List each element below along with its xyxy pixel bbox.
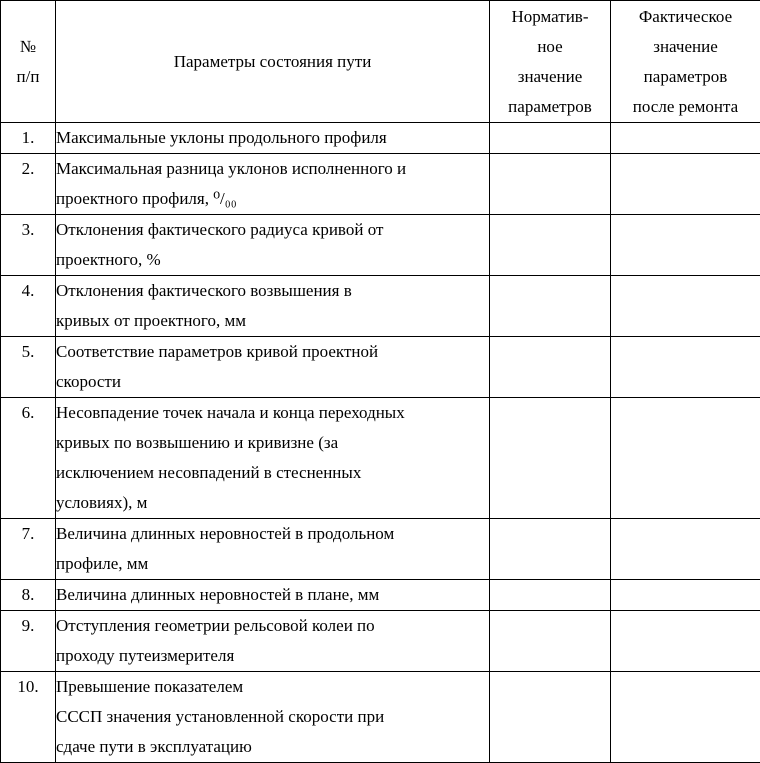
actual-value-cell[interactable]: [611, 215, 760, 276]
row-parameter: Величина длинных неровностей в продольном профиле, мм: [56, 519, 490, 580]
table-row: [1, 672, 760, 763]
normative-value-cell[interactable]: [490, 519, 611, 580]
row-number: 8.: [1, 580, 56, 611]
table-row: [1, 611, 760, 672]
actual-value-cell[interactable]: [611, 276, 760, 337]
table-row: [1, 337, 760, 398]
table-row: [1, 154, 760, 215]
row-number: 9.: [1, 611, 56, 672]
table-header-row: [1, 1, 760, 123]
actual-value-cell[interactable]: [611, 611, 760, 672]
header-actual-cell: Фактическое значение параметров после ремонта: [611, 1, 760, 123]
normative-value-cell[interactable]: [490, 337, 611, 398]
row-parameter: Несовпадение точек начала и конца переходных кривых по возвышению и кривизне (за исключением несовпадений в стесненных условиях), м: [56, 398, 490, 519]
table-row: [1, 519, 760, 580]
actual-value-cell[interactable]: [611, 154, 760, 215]
header-number-cell: № п/п: [1, 1, 56, 123]
table-row: [1, 123, 760, 154]
actual-value-cell[interactable]: [611, 672, 760, 763]
row-parameter: Величина длинных неровностей в плане, мм: [56, 580, 490, 611]
normative-value-cell[interactable]: [490, 672, 611, 763]
row-parameter: Максимальная разница уклонов исполненного и проектного профиля, ⁰/₀₀: [56, 154, 490, 215]
row-parameter: Максимальные уклоны продольного профиля: [56, 123, 490, 154]
row-number: 4.: [1, 276, 56, 337]
table-row: [1, 580, 760, 611]
normative-value-cell[interactable]: [490, 215, 611, 276]
normative-value-cell[interactable]: [490, 398, 611, 519]
row-number: 6.: [1, 398, 56, 519]
normative-value-cell[interactable]: [490, 580, 611, 611]
actual-value-cell[interactable]: [611, 337, 760, 398]
row-number: 5.: [1, 337, 56, 398]
row-parameter: Отступления геометрии рельсовой колеи по проходу путеизмерителя: [56, 611, 490, 672]
row-parameter: Отклонения фактического радиуса кривой от проектного, %: [56, 215, 490, 276]
header-parameter-cell: Параметры состояния пути: [56, 1, 490, 123]
row-number: 1.: [1, 123, 56, 154]
actual-value-cell[interactable]: [611, 580, 760, 611]
table-row: [1, 276, 760, 337]
actual-value-cell[interactable]: [611, 398, 760, 519]
normative-value-cell[interactable]: [490, 154, 611, 215]
table-row: [1, 215, 760, 276]
row-number: 2.: [1, 154, 56, 215]
actual-value-cell[interactable]: [611, 123, 760, 154]
row-parameter: Соответствие параметров кривой проектной скорости: [56, 337, 490, 398]
normative-value-cell[interactable]: [490, 611, 611, 672]
row-number: 7.: [1, 519, 56, 580]
normative-value-cell[interactable]: [490, 123, 611, 154]
header-normative-cell: Норматив- ное значение параметров: [490, 1, 611, 123]
table-row: [1, 398, 760, 519]
row-parameter: Отклонения фактического возвышения в кривых от проектного, мм: [56, 276, 490, 337]
row-parameter: Превышение показателем СССП значения установленной скорости при сдаче пути в эксплуатацию: [56, 672, 490, 763]
row-number: 10.: [1, 672, 56, 763]
actual-value-cell[interactable]: [611, 519, 760, 580]
row-number: 3.: [1, 215, 56, 276]
normative-value-cell[interactable]: [490, 276, 611, 337]
